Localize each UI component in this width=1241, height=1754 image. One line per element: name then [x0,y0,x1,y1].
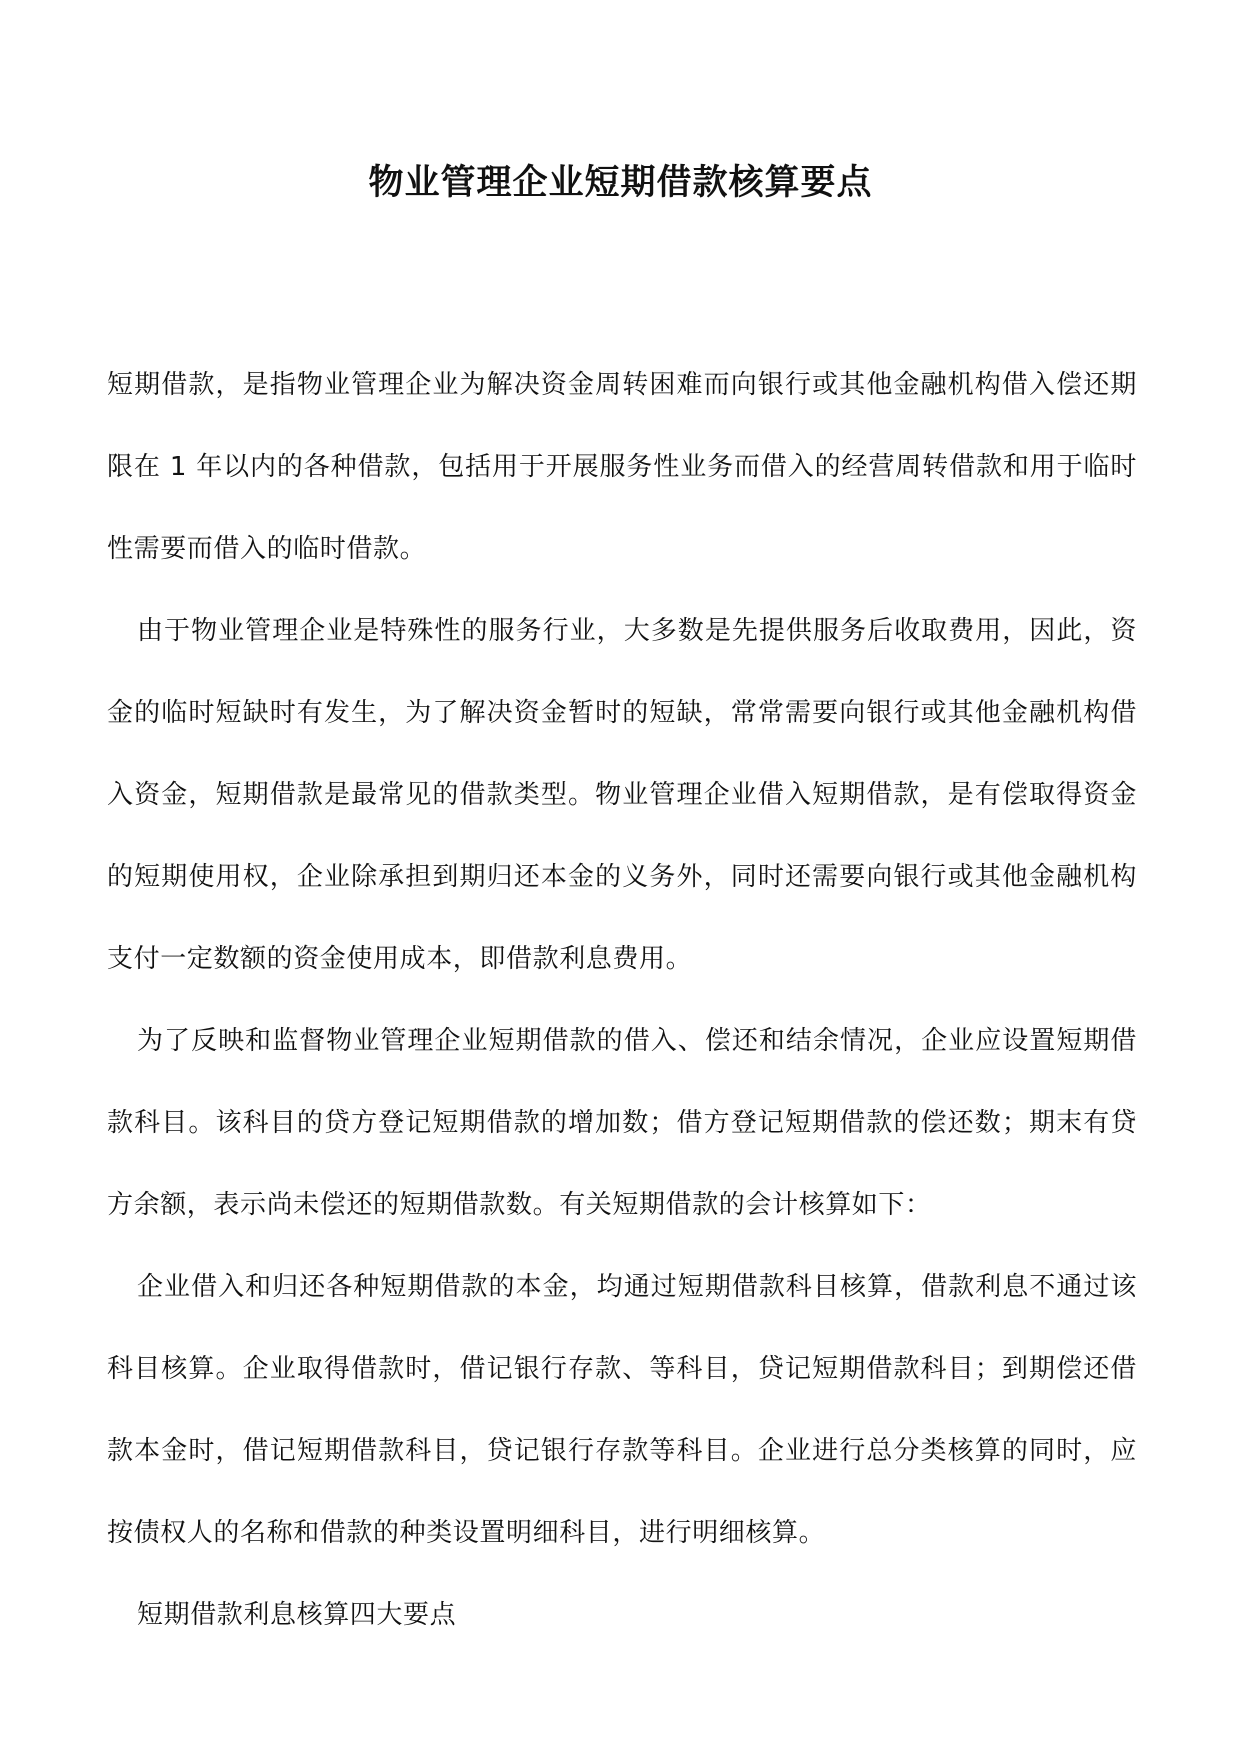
paragraph-accounting-treatment: 企业借入和归还各种短期借款的本金，均通过短期借款科目核算，借款利息不通过该科目核算。企业取得借款时，借记银行存款、等科目，贷记短期借款科目；到期偿还借款本金时，借记短期借款科目，贷记银行存款等科目。企业进行总分类核算的同时，应按债权人的名称和借款的种类设置明细科目，进行明细核算。 [107,1272,1137,1548]
paragraph-account-setup: 为了反映和监督物业管理企业短期借款的借入、偿还和结余情况，企业应设置短期借款科目。该科目的贷方登记短期借款的增加数；借方登记短期借款的偿还数；期末有贷方余额，表示尚未偿还的短期借款数。有关短期借款的会计核算如下： [107,1026,1137,1220]
paragraph-definition: 短期借款，是指物业管理企业为解决资金周转困难而向银行或其他金融机构借入偿还期限在 1 年以内的各种借款，包括用于开展服务性业务而借入的经营周转借款和用于临时性需要而借入的临时借款。 [107,370,1137,564]
document-body [107,344,1137,1656]
document-title: 物业管理企业短期借款核算要点 [368,162,873,203]
paragraph-background: 由于物业管理企业是特殊性的服务行业，大多数是先提供服务后收取费用，因此，资金的临时短缺时有发生，为了解决资金暂时的短缺，常常需要向银行或其他金融机构借入资金，短期借款是最常见的借款类型。物业管理企业借入短期借款，是有偿取得资金的短期使用权，企业除承担到期归还本金的义务外，同时还需要向银行或其他金融机构支付一定数额的资金使用成本，即借款利息费用。 [107,616,1137,974]
section-heading-interest: 短期借款利息核算四大要点 [137,1600,457,1630]
